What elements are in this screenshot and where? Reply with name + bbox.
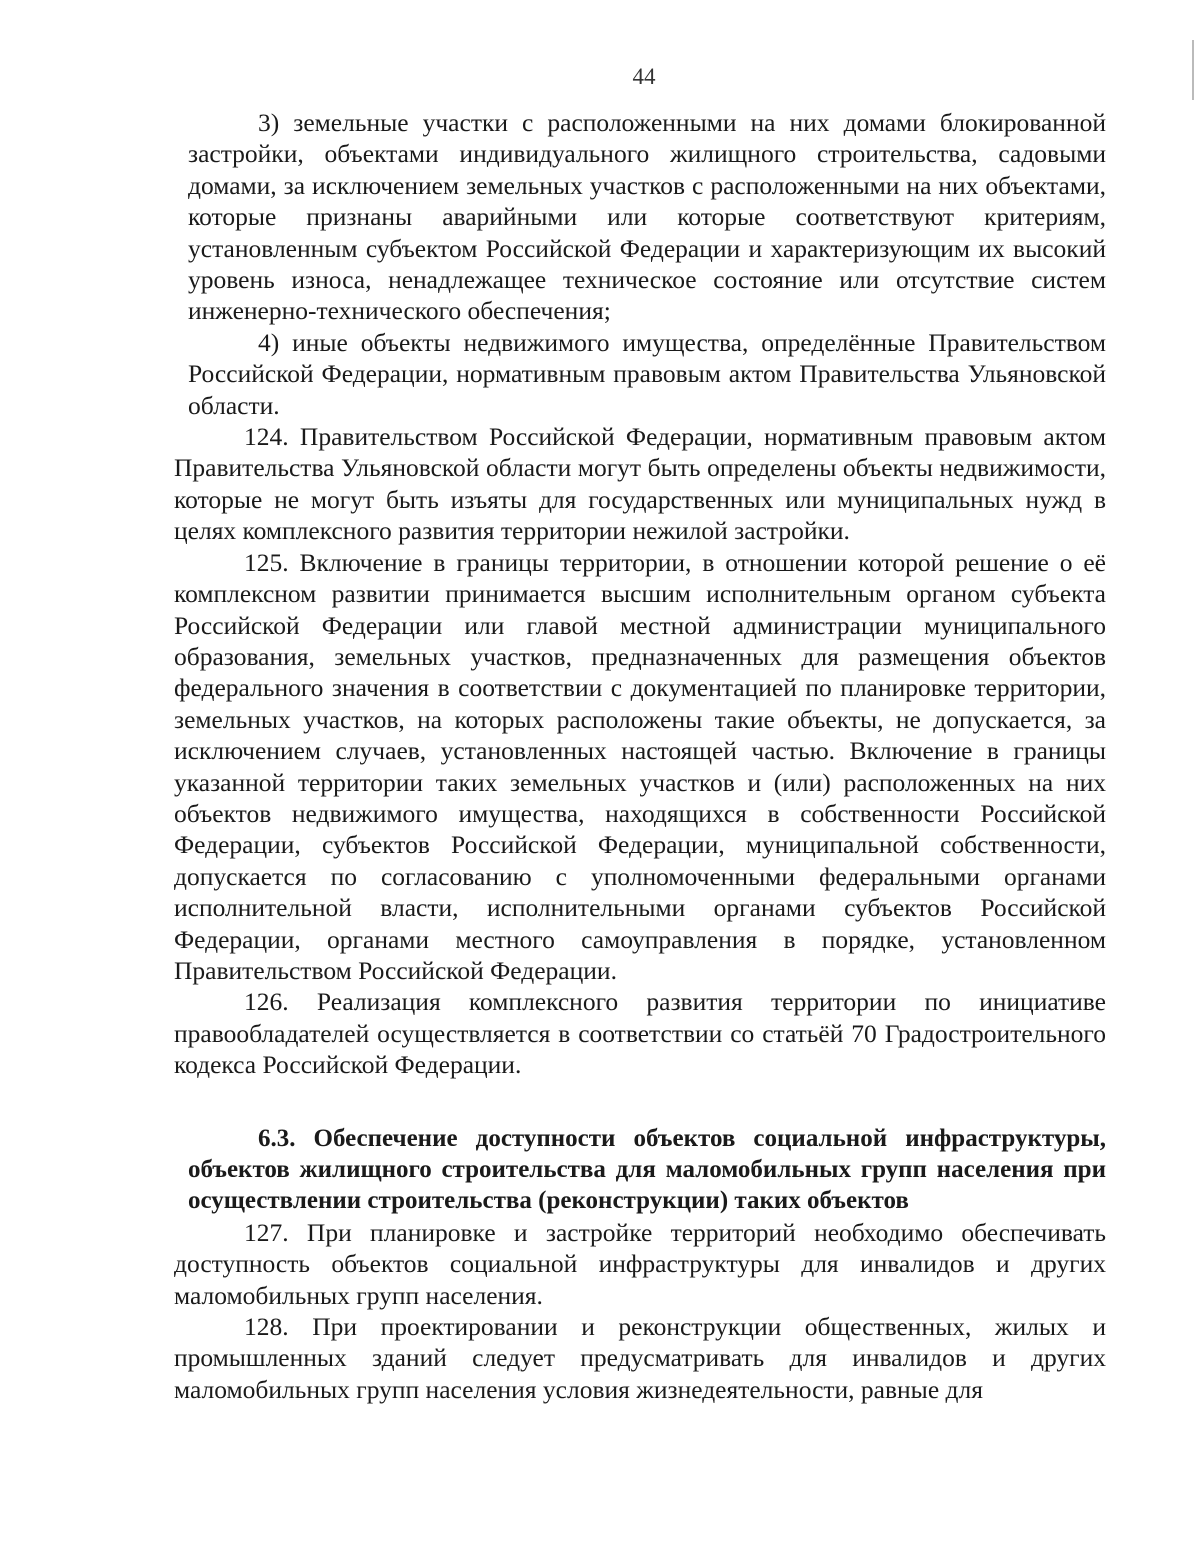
document-body — [174, 107, 1106, 1405]
paragraph-item-3: 3) земельные участки с расположенными на них домами блокированной застройки, объектами индивидуального жилищного строительства, садовыми домами, за исключением земельных участков с расположенными на них объектами, которые признаны аварийными или которые соответствуют критериям, установленным субъектом Российской Федерации и характеризующим их высокий уровень износа, ненадлежащее техническое состояние или отсутствие систем инженерно-технического обеспечения; — [188, 108, 1106, 326]
paragraph-124: 124. Правительством Российской Федерации, нормативным правовым актом Правительства Ульяновской области могут быть определены объекты недвижимости, которые не могут быть изъяты для государственных или муниципальных нужд в целях комплексного развития территории нежилой застройки. — [174, 422, 1106, 546]
section-number: 6.3. — [258, 1124, 296, 1152]
paragraph-127: 127. При планировке и застройке территорий необходимо обеспечивать доступность объектов социальной инфраструктуры для инвалидов и других маломобильных групп населения. — [174, 1217, 1106, 1310]
section-heading — [188, 1123, 1106, 1217]
paragraph-128: 128. При проектировании и реконструкции общественных, жилых и промышленных зданий следует предусматривать для инвалидов и других маломобильных групп населения условия жизнедеятельности, равные для — [174, 1312, 1106, 1404]
paragraph-126: 126. Реализация комплексного развития территории по инициативе правообладателей осуществляется в соответствии со статьёй 70 Градостроительного кодекса Российской Федерации. — [174, 987, 1106, 1080]
page-number: 44 — [632, 64, 656, 89]
paragraph-item-4: 4) иные объекты недвижимого имущества, определённые Правительством Российской Федерации, нормативным правовым актом Правительства Ульяновской области. — [188, 327, 1106, 420]
paragraph-125: 125. Включение в границы территории, в отношении которой решение о её комплексном развитии принимается высшим исполнительным органом субъекта Российской Федерации или главой местной администрации муниципального образования, земельных участков, предназначенных для размещения объектов федерального значения в соответствии с документацией по планировке территории, земельных участков, на которых расположены такие объекты, не допускается, за исключением случаев, установленных настоящей частью. Включение в границы указанной территории таких земельных участков и (или) расположенных на них объектов недвижимого имущества, находящихся в собственности Российской Федерации, субъектов Российской Федерации, муниципальной собственности, допускается по согласованию с уполномоченными федеральными органами исполнительной власти, исполнительными органами субъектов Российской Федерации, органами местного самоуправления в порядке, установленном Правительством Российской Федерации. — [174, 547, 1106, 985]
section-title: Обеспечение доступности объектов социальной инфраструктуры, объектов жилищного строительства для маломобильных групп населения при осуществлении строительства (реконструкции) таких объектов — [188, 1124, 1106, 1215]
